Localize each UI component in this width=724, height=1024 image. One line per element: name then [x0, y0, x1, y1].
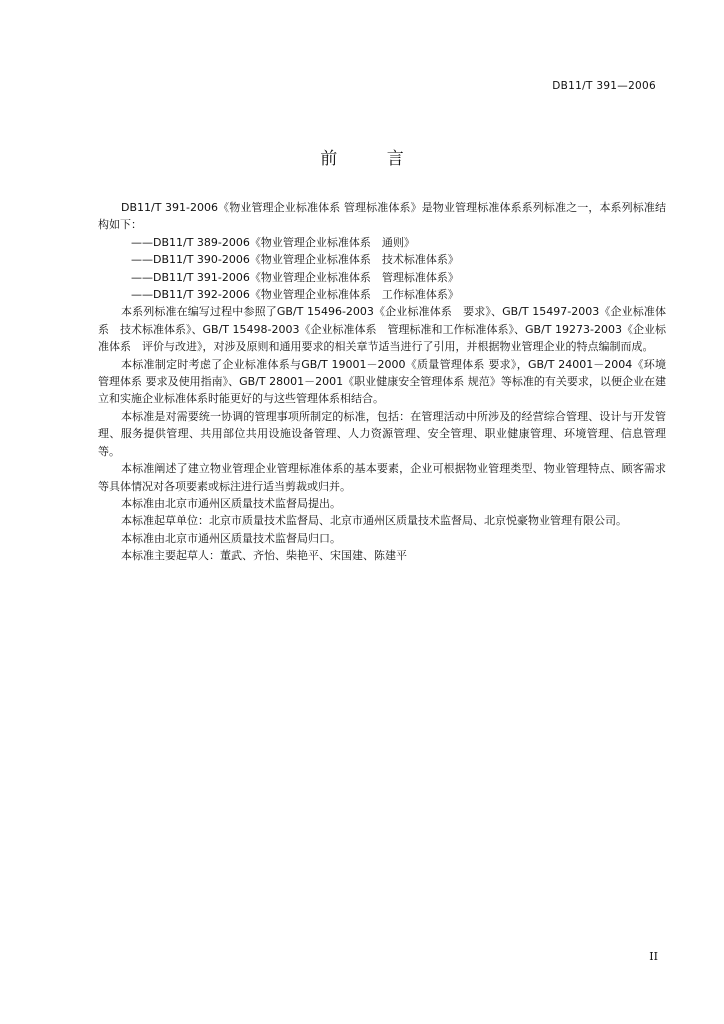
consideration-paragraph: 本标准制定时考虑了企业标准体系与GB/T 19001－2000《质量管理体系 要求》，GB/T 24001－2004《环境管理体系 要求及使用指南》、GB/T 28001－2001《职业健康安全管理体系 规范》等标准的有关要求，以便企业在建立和实施企业标准体系时能更好的与这些管理体系相结合。 — [98, 357, 666, 406]
administration-paragraph: 本标准由北京市通州区质量技术监督局归口。 — [121, 531, 341, 545]
drafting-units-paragraph: 本标准起草单位：北京市质量技术监督局、北京市通州区质量技术监督局、北京悦豪物业管理有限公司。 — [121, 514, 627, 528]
series-list-item: ——DB11/T 391-2006《物业管理企业标准体系 管理标准体系》 — [131, 270, 459, 284]
series-list-item: ——DB11/T 392-2006《物业管理企业标准体系 工作标准体系》 — [131, 288, 459, 302]
drafters-paragraph: 本标准主要起草人：董武、齐怡、柴艳平、宋国建、陈建平 — [121, 549, 407, 563]
scope-paragraph: 本标准是对需要统一协调的管理事项所制定的标准，包括：在管理活动中所涉及的经营综合管理、设计与开发管理、服务提供管理、共用部位共用设施设备管理、人力资源管理、安全管理、职业健康管理、环境管理、信息管理等。 — [98, 409, 666, 458]
page-title: 前 言 — [320, 149, 426, 169]
standard-code: DB11/T 391—2006 — [552, 80, 656, 92]
series-list-item: ——DB11/T 389-2006《物业管理企业标准体系 通则》 — [131, 235, 415, 249]
document-body — [98, 199, 666, 565]
series-list-item: ——DB11/T 390-2006《物业管理企业标准体系 技术标准体系》 — [131, 253, 459, 267]
page-number: II — [649, 950, 658, 963]
reference-paragraph: 本系列标准在编写过程中参照了GB/T 15496-2003《企业标准体系 要求》、GB/T 15497-2003《企业标准体系 技术标准体系》、GB/T 15498-2003《企业标准体系 管理标准和工作标准体系》、GB/T 19273-2003《企业标准体系 评价与改进》，对涉及原则和通用要求的相关章节适当进行了引用，并根据物业管理企业的特点编制而成。 — [98, 305, 666, 354]
proposer-paragraph: 本标准由北京市通州区质量技术监督局提出。 — [121, 496, 341, 510]
elements-paragraph: 本标准阐述了建立物业管理企业管理标准体系的基本要素，企业可根据物业管理类型、物业管理特点、顾客需求等具体情况对各项要素或标注进行适当剪裁或归并。 — [98, 462, 666, 493]
intro-paragraph: DB11/T 391-2006《物业管理企业标准体系 管理标准体系》是物业管理标准体系系列标准之一，本系列标准结构如下： — [98, 201, 666, 232]
